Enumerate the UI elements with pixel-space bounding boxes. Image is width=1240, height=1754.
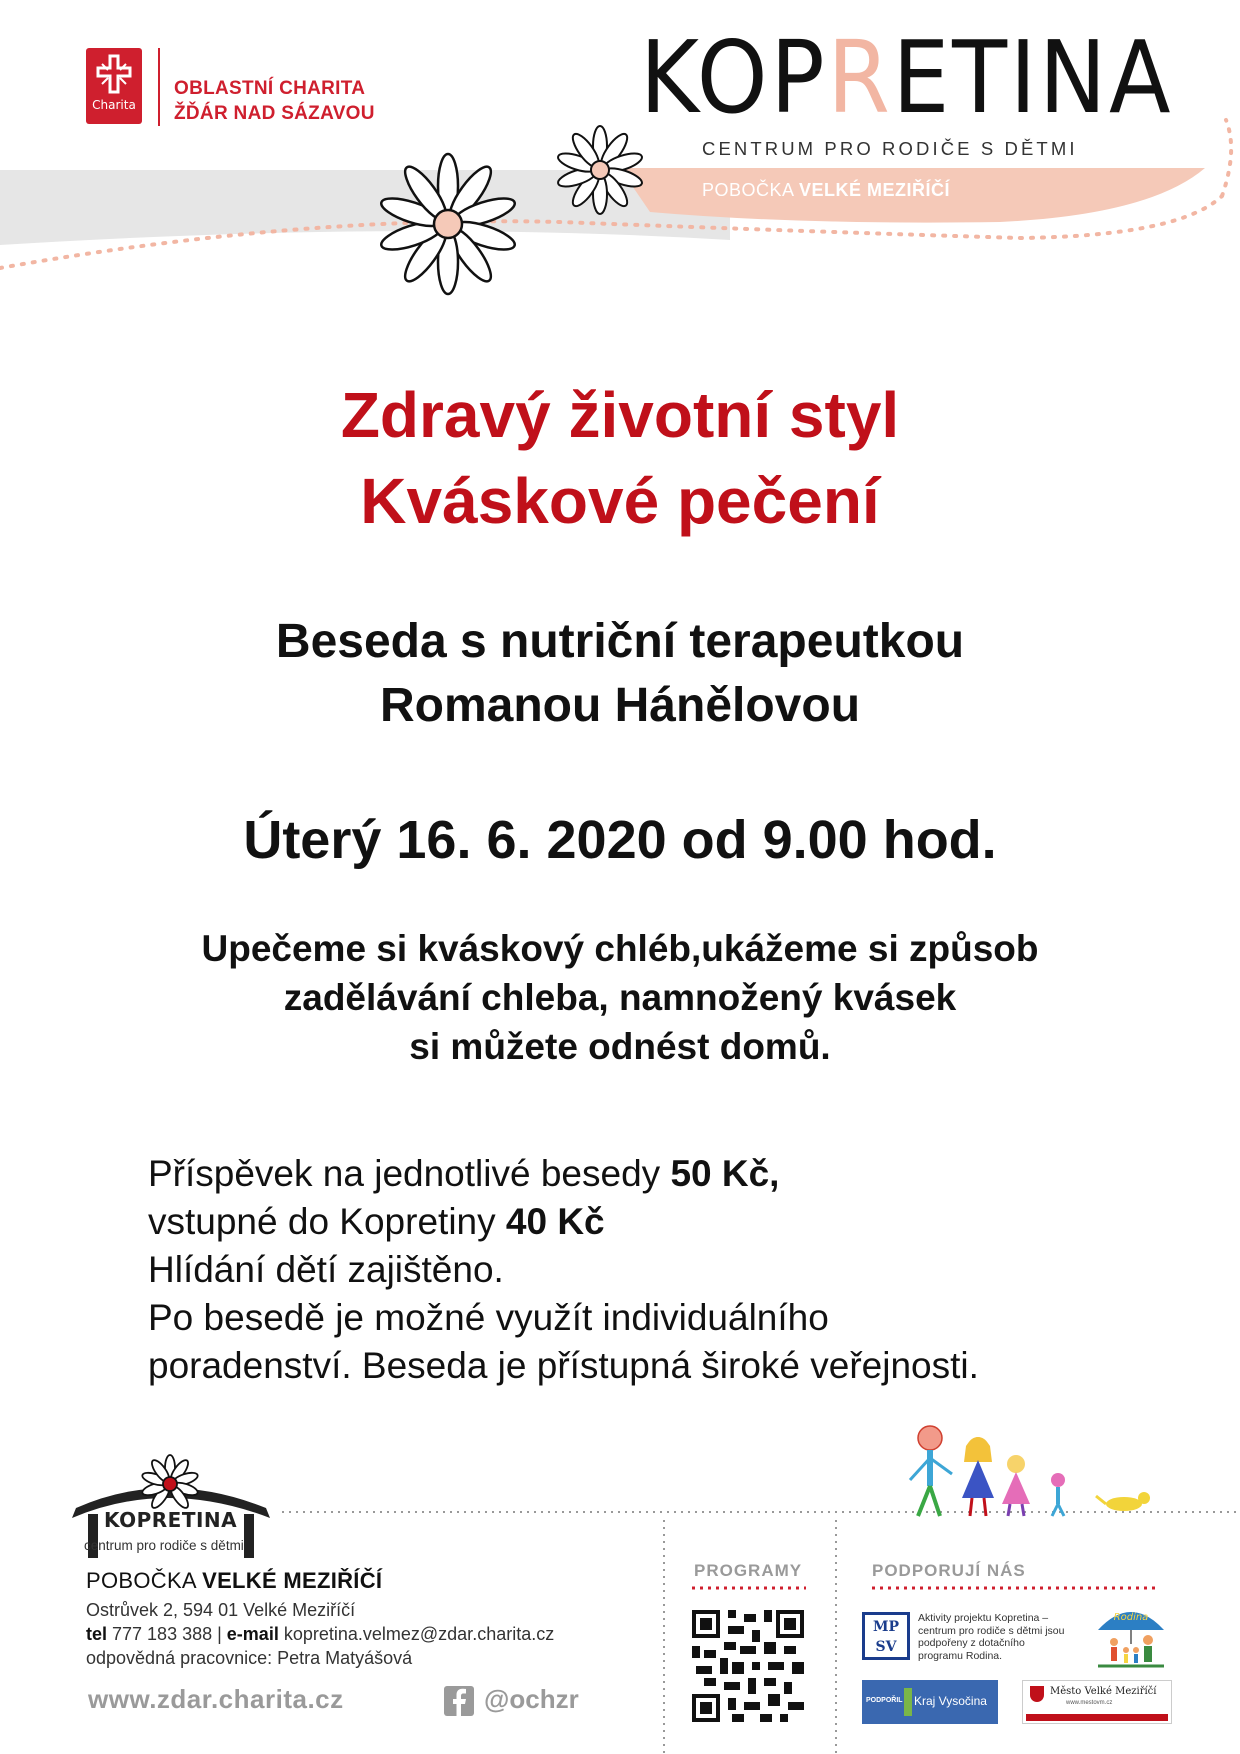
description-line2: zadělávání chleba, namnožený kvásek [283, 977, 957, 1018]
footer-branch [86, 1568, 382, 1594]
contact-address: Ostrůvek 2, 594 01 Velké Meziříčí [86, 1600, 356, 1620]
branch-banner-prefix: POBOČKA [702, 180, 794, 200]
qr-code-icon[interactable] [692, 1610, 804, 1722]
footer-branch-prefix: POBOČKA [86, 1568, 203, 1593]
email-link[interactable]: kopretina.velmez@zdar.charita.cz [278, 1624, 555, 1644]
logo-part2: ETINA [892, 19, 1174, 136]
kraj-prefix: PODPOŘIL [866, 1697, 903, 1704]
charita-name [174, 76, 375, 126]
description-line3: si můžete odnést domů. [409, 1026, 831, 1067]
kopretina-subtitle: CENTRUM PRO RODIČE S DĚTMI [702, 138, 1078, 159]
charita-name-line2: ŽĎÁR NAD SÁZAVOU [174, 103, 375, 124]
branch-banner [702, 180, 950, 201]
logo-part1: KOP [640, 19, 828, 136]
website-link[interactable]: www.zdar.charita.cz [88, 1684, 344, 1714]
event-description [0, 924, 1240, 1071]
advice-line1: Po besedě je možné využít individuálního [148, 1297, 829, 1338]
facebook-glyph-icon [444, 1686, 474, 1716]
event-title-line2: Kváskové pečení [360, 465, 880, 537]
facebook-handle[interactable]: @ochzr [484, 1684, 579, 1714]
event-details [148, 1150, 1148, 1390]
children-drawing-icon [892, 1424, 1162, 1520]
rodina-family-logo [1092, 1600, 1170, 1672]
event-title [0, 372, 1240, 544]
rodina-label: Rodina [1113, 1612, 1149, 1623]
charita-brand: Charita [92, 98, 136, 112]
kraj-name: Kraj Vysočina [914, 1694, 987, 1708]
charita-logo[interactable] [86, 48, 142, 124]
fee-line [148, 1150, 1148, 1198]
header [0, 0, 1240, 300]
phone-number[interactable]: 777 183 388 | [107, 1624, 227, 1644]
kraj-leaf-icon [904, 1688, 912, 1716]
city-name: Město Velké Meziříčí [1050, 1686, 1157, 1697]
contact-person: odpovědná pracovnice: Petra Matyášová [86, 1648, 413, 1668]
entry-amount: 40 Kč [505, 1201, 605, 1242]
childcare-line: Hlídání dětí zajištěno. [148, 1249, 504, 1290]
event-date: Úterý 16. 6. 2020 od 9.00 hod. [243, 810, 997, 870]
event-subtitle [0, 610, 1240, 738]
fee-amount: 50 Kč, [670, 1153, 780, 1194]
kopretina-logo [640, 19, 1174, 136]
city-bar [1026, 1714, 1168, 1721]
footer-logo-name: KOPRETINA [104, 1508, 238, 1532]
charita-name-line1: OBLASTNÍ CHARITA [174, 78, 366, 99]
advice-line2: poradenství. Beseda je přístupná široké veřejnosti. [148, 1345, 979, 1386]
logo-accent: R [827, 19, 893, 136]
email-label: e-mail [226, 1624, 279, 1644]
programs-label: PROGRAMY [694, 1561, 803, 1580]
phone-label: tel [86, 1624, 108, 1644]
facebook-icon[interactable] [444, 1686, 474, 1716]
event-subtitle-line1: Beseda s nutriční terapeutkou [275, 615, 965, 668]
support-text: Aktivity projektu Kopretina – centrum pro rodiče s dětmi jsou podpořeny z dotačního programu Rodina. [918, 1612, 1065, 1662]
footer-branch-name: VELKÉ MEZIŘÍČÍ [202, 1568, 383, 1593]
entry-line [148, 1198, 1148, 1246]
contact-phone-email [86, 1624, 554, 1645]
description-line1: Upečeme si kváskový chléb,ukážeme si způsob [201, 928, 1039, 969]
fee-text: Příspěvek na jednotlivé besedy [148, 1153, 671, 1194]
event-title-line1: Zdravý životní styl [340, 379, 900, 451]
branch-banner-name: VELKÉ MEZIŘÍČÍ [799, 180, 951, 200]
charita-cross-icon [96, 54, 132, 94]
event-subtitle-line2: Romanou Hánělovou [379, 679, 861, 732]
city-url: www.mestovm.cz [1066, 1700, 1113, 1706]
charita-divider [158, 48, 160, 126]
footer-logo-tagline: centrum pro rodiče s dětmi [84, 1538, 244, 1553]
support-label: PODPORUJÍ NÁS [872, 1561, 1026, 1580]
entry-text: vstupné do Kopretiny [148, 1201, 506, 1242]
mpsv-logo: MP SV [862, 1612, 910, 1660]
city-crest-icon [1030, 1686, 1044, 1702]
